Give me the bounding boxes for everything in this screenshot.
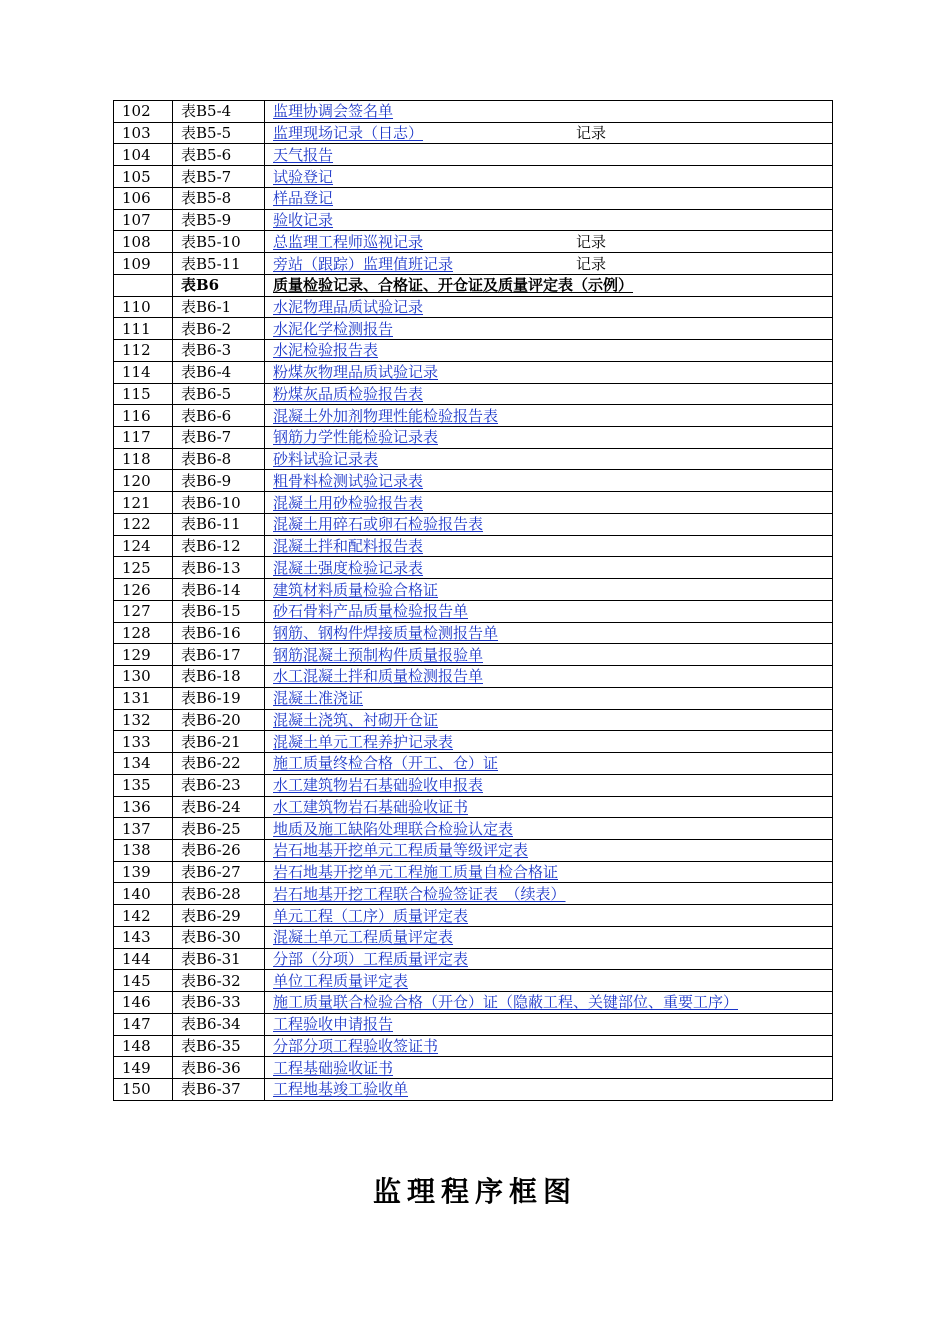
form-title-link[interactable]: 岩石地基开挖单元工程质量等级评定表 <box>273 841 529 860</box>
form-title-cell <box>265 753 833 775</box>
row-number: 146 <box>114 992 173 1014</box>
table-row <box>114 709 833 731</box>
table-row <box>114 687 833 709</box>
form-title-cell <box>265 557 833 579</box>
form-title-link[interactable]: 分部（分项）工程质量评定表 <box>273 950 469 968</box>
form-code: 表B6-35 <box>173 1035 265 1057</box>
row-number: 142 <box>114 905 173 927</box>
row-number: 127 <box>114 600 173 622</box>
form-title-link[interactable]: 地质及施工缺陷处理联合检验认定表 <box>273 819 514 838</box>
form-title-link[interactable]: 旁站（跟踪）监理值班记录 <box>273 254 454 273</box>
row-number: 135 <box>114 774 173 796</box>
table-row <box>114 122 833 144</box>
row-number: 114 <box>114 361 173 383</box>
form-title-link[interactable]: 单位工程质量评定表 <box>273 971 409 990</box>
table-row <box>114 361 833 383</box>
form-title-link[interactable]: 混凝土外加剂物理性能检验报告表 <box>273 406 499 425</box>
table-row <box>114 1035 833 1057</box>
form-title-link[interactable]: 粗骨料检测试验记录表 <box>273 471 424 490</box>
form-title-cell <box>265 209 833 231</box>
form-title-cell <box>265 1013 833 1035</box>
table-row <box>114 427 833 449</box>
form-title-link[interactable]: 工程基础验收证书 <box>273 1058 394 1077</box>
row-number: 106 <box>114 187 173 209</box>
form-code: 表B6-1 <box>173 296 265 318</box>
form-code: 表B6-21 <box>173 731 265 753</box>
form-title-cell <box>265 253 833 275</box>
table-row <box>114 992 833 1014</box>
table-row <box>114 1013 833 1035</box>
row-number: 126 <box>114 579 173 601</box>
table-row <box>114 948 833 970</box>
form-title-cell <box>265 1079 833 1101</box>
table-row <box>114 883 833 905</box>
table-row <box>114 405 833 427</box>
form-code: 表B6-26 <box>173 839 265 861</box>
form-code: 表B6-17 <box>173 644 265 666</box>
table-row <box>114 144 833 166</box>
form-title-link[interactable]: 水工混凝土拌和质量检测报告单 <box>273 667 484 686</box>
section-title: 质量检验记录、合格证、开仓证及质量评定表（示例） <box>273 276 634 295</box>
form-title-link[interactable]: 水泥检验报告表 <box>273 341 379 360</box>
table-row <box>114 187 833 209</box>
form-title-link[interactable]: 建筑材料质量检验合格证 <box>273 580 439 599</box>
form-title-link[interactable]: 钢筋混凝土预制构件质量报验单 <box>273 645 484 664</box>
table-row <box>114 253 833 275</box>
row-number: 115 <box>114 383 173 405</box>
form-code: 表B6 <box>173 274 265 296</box>
form-code: 表B6-18 <box>173 666 265 688</box>
form-code: 表B6-37 <box>173 1079 265 1101</box>
form-title-link[interactable]: 混凝土浇筑、衬砌开仓证 <box>273 710 439 729</box>
form-title-link[interactable]: 砂料试验记录表 <box>273 450 379 469</box>
table-row <box>114 513 833 535</box>
form-code: 表B6-30 <box>173 926 265 948</box>
row-number: 104 <box>114 144 173 166</box>
row-number: 143 <box>114 926 173 948</box>
form-title-link[interactable]: 混凝土单元工程质量评定表 <box>273 928 454 947</box>
form-title-link[interactable]: 混凝土准浇证 <box>273 689 364 708</box>
form-code: 表B6-33 <box>173 992 265 1014</box>
row-number: 130 <box>114 666 173 688</box>
form-code: 表B6-29 <box>173 905 265 927</box>
row-number: 138 <box>114 839 173 861</box>
forms-index-body <box>114 101 833 1101</box>
form-code: 表B6-14 <box>173 579 265 601</box>
form-code: 表B6-20 <box>173 709 265 731</box>
table-row <box>114 383 833 405</box>
row-number: 139 <box>114 861 173 883</box>
row-number: 128 <box>114 622 173 644</box>
row-number <box>114 274 173 296</box>
form-title-cell <box>265 687 833 709</box>
table-row <box>114 448 833 470</box>
row-number: 148 <box>114 1035 173 1057</box>
form-code: 表B6-31 <box>173 948 265 970</box>
table-row <box>114 926 833 948</box>
form-code: 表B5-8 <box>173 187 265 209</box>
form-code: 表B5-9 <box>173 209 265 231</box>
form-title-link[interactable]: 水工建筑物岩石基础验收证书 <box>273 797 469 816</box>
table-row <box>114 470 833 492</box>
form-title-link[interactable]: 水泥化学检测报告 <box>273 319 394 338</box>
page-heading: 监理程序框图 <box>372 1175 577 1208</box>
form-title-link[interactable]: 监理现场记录（日志） <box>273 124 424 143</box>
table-row <box>114 340 833 362</box>
form-title-cell <box>265 535 833 557</box>
form-code: 表B6-7 <box>173 427 265 449</box>
form-title-cell <box>265 1035 833 1057</box>
table-row <box>114 905 833 927</box>
table-row <box>114 731 833 753</box>
row-number: 147 <box>114 1013 173 1035</box>
form-title-cell <box>265 492 833 514</box>
table-row <box>114 166 833 188</box>
row-number: 133 <box>114 731 173 753</box>
form-code: 表B6-12 <box>173 535 265 557</box>
form-title-cell <box>265 296 833 318</box>
table-row <box>114 579 833 601</box>
form-title-cell <box>265 839 833 861</box>
row-number: 121 <box>114 492 173 514</box>
row-number: 131 <box>114 687 173 709</box>
form-title-cell <box>265 448 833 470</box>
form-title-cell <box>265 361 833 383</box>
table-row <box>114 209 833 231</box>
form-title-link[interactable]: 总监理工程师巡视记录 <box>273 232 424 251</box>
form-code: 表B6-22 <box>173 753 265 775</box>
row-number: 136 <box>114 796 173 818</box>
form-title-cell <box>265 622 833 644</box>
form-title-link[interactable]: 验收记录 <box>273 211 334 230</box>
form-code: 表B6-3 <box>173 340 265 362</box>
table-row <box>114 600 833 622</box>
form-title-link[interactable]: 工程地基竣工验收单 <box>273 1080 409 1099</box>
row-number: 122 <box>114 513 173 535</box>
table-row <box>114 101 833 123</box>
form-title-link[interactable]: 施工质量联合检验合格（开仓）证（隐蔽工程、关键部位、重要工序） <box>273 993 739 1012</box>
form-code: 表B6-9 <box>173 470 265 492</box>
form-code: 表B6-34 <box>173 1013 265 1035</box>
form-code: 表B6-2 <box>173 318 265 340</box>
form-code: 表B6-4 <box>173 361 265 383</box>
form-title-link[interactable]: 岩石地基开挖工程联合检验签证表 （续表） <box>273 884 566 903</box>
form-title-cell <box>265 796 833 818</box>
form-code: 表B6-23 <box>173 774 265 796</box>
form-title-link[interactable]: 混凝土用碎石或卵石检验报告表 <box>273 515 484 534</box>
form-title-link[interactable]: 施工质量终检合格（开工、仓）证 <box>273 754 499 773</box>
form-title-cell <box>265 992 833 1014</box>
form-code: 表B6-11 <box>173 513 265 535</box>
form-title-link[interactable]: 水工建筑物岩石基础验收申报表 <box>273 776 484 795</box>
form-code: 表B6-5 <box>173 383 265 405</box>
row-number: 150 <box>114 1079 173 1101</box>
form-title-link[interactable]: 砂石骨料产品质量检验报告单 <box>273 602 469 621</box>
table-row <box>114 231 833 253</box>
table-row <box>114 622 833 644</box>
row-number: 111 <box>114 318 173 340</box>
row-number: 134 <box>114 753 173 775</box>
row-number: 145 <box>114 970 173 992</box>
row-number: 149 <box>114 1057 173 1079</box>
record-note: 记录 <box>576 232 607 251</box>
row-number: 108 <box>114 231 173 253</box>
row-number: 107 <box>114 209 173 231</box>
form-title-cell <box>265 709 833 731</box>
table-row <box>114 557 833 579</box>
form-title-cell <box>265 774 833 796</box>
table-row <box>114 492 833 514</box>
form-title-cell <box>265 926 833 948</box>
form-code: 表B6-25 <box>173 818 265 840</box>
form-title-cell <box>265 144 833 166</box>
row-number: 102 <box>114 101 173 123</box>
form-title-link[interactable]: 水泥物理品质试验记录 <box>273 297 424 316</box>
row-number: 117 <box>114 427 173 449</box>
form-code: 表B6-10 <box>173 492 265 514</box>
form-title-link[interactable]: 粉煤灰物理品质试验记录 <box>273 363 439 382</box>
form-code: 表B5-7 <box>173 166 265 188</box>
row-number: 110 <box>114 296 173 318</box>
form-code: 表B6-32 <box>173 970 265 992</box>
form-title-cell <box>265 405 833 427</box>
form-code: 表B6-13 <box>173 557 265 579</box>
row-number: 103 <box>114 122 173 144</box>
form-code: 表B6-24 <box>173 796 265 818</box>
form-title-cell <box>265 340 833 362</box>
form-title-link[interactable]: 粉煤灰品质检验报告表 <box>273 384 424 403</box>
form-title-cell <box>265 666 833 688</box>
form-title-cell <box>265 883 833 905</box>
form-title-link[interactable]: 混凝土强度检验记录表 <box>273 558 424 577</box>
form-title-link[interactable]: 钢筋力学性能检验记录表 <box>273 428 439 447</box>
form-title-link[interactable]: 单元工程（工序）质量评定表 <box>273 906 469 925</box>
form-title-cell <box>265 818 833 840</box>
form-title-cell <box>265 101 833 123</box>
table-row <box>114 753 833 775</box>
form-title-link[interactable]: 分部分项工程验收签证书 <box>273 1036 439 1055</box>
row-number: 124 <box>114 535 173 557</box>
table-row <box>114 970 833 992</box>
form-title-cell <box>265 274 833 296</box>
table-row <box>114 774 833 796</box>
form-title-cell <box>265 644 833 666</box>
form-title-cell <box>265 122 833 144</box>
form-title-cell <box>265 970 833 992</box>
row-number: 105 <box>114 166 173 188</box>
table-row <box>114 535 833 557</box>
form-title-link[interactable]: 试验登记 <box>273 167 334 186</box>
form-title-link[interactable]: 混凝土单元工程养护记录表 <box>273 732 454 751</box>
form-title-link[interactable]: 天气报告 <box>273 145 334 164</box>
form-title-cell <box>265 905 833 927</box>
form-title-cell <box>265 166 833 188</box>
row-number: 125 <box>114 557 173 579</box>
record-note: 记录 <box>576 124 607 143</box>
form-code: 表B5-10 <box>173 231 265 253</box>
form-title-link[interactable]: 样品登记 <box>273 189 334 208</box>
form-code: 表B5-5 <box>173 122 265 144</box>
form-title-link[interactable]: 混凝土用砂检验报告表 <box>273 493 424 512</box>
table-row <box>114 861 833 883</box>
table-row <box>114 796 833 818</box>
row-number: 129 <box>114 644 173 666</box>
row-number: 116 <box>114 405 173 427</box>
form-title-link[interactable]: 岩石地基开挖单元工程施工质量自检合格证 <box>273 863 559 882</box>
section-row <box>114 274 833 296</box>
form-code: 表B6-6 <box>173 405 265 427</box>
form-code: 表B6-27 <box>173 861 265 883</box>
form-title-cell <box>265 187 833 209</box>
row-number: 120 <box>114 470 173 492</box>
row-number: 118 <box>114 448 173 470</box>
form-title-cell <box>265 231 833 253</box>
forms-index-table <box>113 100 833 1101</box>
form-title-cell <box>265 948 833 970</box>
form-title-cell <box>265 427 833 449</box>
row-number: 112 <box>114 340 173 362</box>
table-row <box>114 666 833 688</box>
table-row <box>114 1057 833 1079</box>
form-title-cell <box>265 470 833 492</box>
row-number: 132 <box>114 709 173 731</box>
table-row <box>114 839 833 861</box>
form-title-cell <box>265 579 833 601</box>
form-code: 表B6-28 <box>173 883 265 905</box>
form-code: 表B5-4 <box>173 101 265 123</box>
table-row <box>114 644 833 666</box>
form-code: 表B6-15 <box>173 600 265 622</box>
form-title-link[interactable]: 工程验收申请报告 <box>273 1015 394 1034</box>
form-code: 表B5-11 <box>173 253 265 275</box>
form-title-cell <box>265 1057 833 1079</box>
form-title-link[interactable]: 钢筋、钢构件焊接质量检测报告单 <box>273 623 499 642</box>
row-number: 109 <box>114 253 173 275</box>
record-note: 记录 <box>576 254 607 273</box>
form-code: 表B6-19 <box>173 687 265 709</box>
row-number: 137 <box>114 818 173 840</box>
form-title-cell <box>265 383 833 405</box>
form-code: 表B6-8 <box>173 448 265 470</box>
table-row <box>114 1079 833 1101</box>
form-title-cell <box>265 861 833 883</box>
form-title-cell <box>265 731 833 753</box>
form-code: 表B5-6 <box>173 144 265 166</box>
form-code: 表B6-16 <box>173 622 265 644</box>
form-code: 表B6-36 <box>173 1057 265 1079</box>
form-title-link[interactable]: 监理协调会签名单 <box>273 102 394 121</box>
form-title-cell <box>265 318 833 340</box>
form-title-cell <box>265 513 833 535</box>
table-row <box>114 296 833 318</box>
form-title-link[interactable]: 混凝土拌和配料报告表 <box>273 537 424 556</box>
table-row <box>114 818 833 840</box>
table-row <box>114 318 833 340</box>
row-number: 140 <box>114 883 173 905</box>
row-number: 144 <box>114 948 173 970</box>
form-title-cell <box>265 600 833 622</box>
